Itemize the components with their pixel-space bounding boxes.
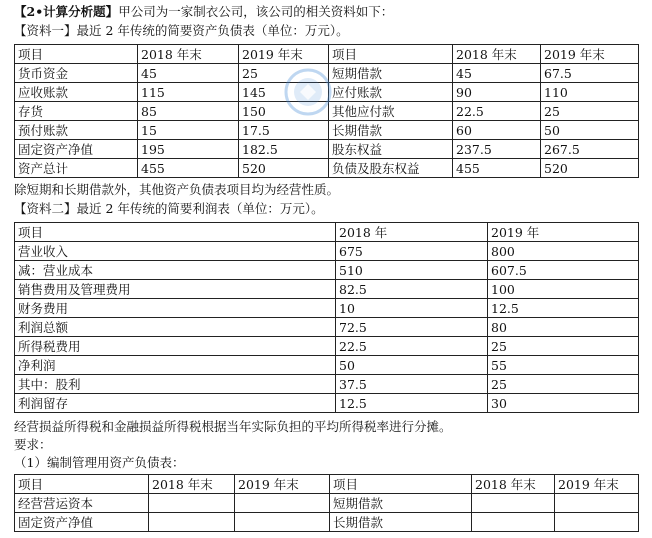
table-cell: 预付账款 (15, 121, 138, 140)
table-cell: 长期借款 (330, 513, 472, 532)
table-row (15, 318, 639, 337)
table-cell: 所得税费用 (15, 337, 336, 356)
column-header: 项目 (15, 475, 149, 494)
problem-intro: 甲公司为一家制衣公司，该公司的相关资料如下： (118, 4, 394, 19)
table-cell: 12.5 (336, 394, 488, 413)
table-cell: 利润留存 (15, 394, 336, 413)
table-cell: 150 (239, 102, 329, 121)
table-cell: 负债及股东权益 (329, 159, 453, 178)
table-row (15, 261, 639, 280)
problem-tag: 【2•计算分析题】 (14, 4, 119, 19)
table-cell: 减：营业成本 (15, 261, 336, 280)
table-cell: 12.5 (488, 299, 639, 318)
table-cell: 净利润 (15, 356, 336, 375)
table-cell: 45 (138, 64, 239, 83)
column-header: 项目 (15, 223, 336, 242)
table-cell (235, 494, 330, 513)
table-cell: 固定资产净值 (15, 513, 149, 532)
logo-watermark-icon (282, 66, 334, 118)
table-cell: 455 (138, 159, 239, 178)
column-header: 项目 (330, 475, 472, 494)
income-statement-table (14, 222, 639, 413)
table-cell: 455 (453, 159, 541, 178)
table-cell: 25 (239, 64, 329, 83)
table-cell: 利润总额 (15, 318, 336, 337)
table-row (15, 299, 639, 318)
management-balance-sheet-table (14, 474, 639, 532)
table-row (15, 513, 639, 532)
table-cell: 237.5 (453, 140, 541, 159)
table-cell: 25 (488, 337, 639, 356)
table-cell: 85 (138, 102, 239, 121)
table-cell: 72.5 (336, 318, 488, 337)
table-cell: 45 (453, 64, 541, 83)
column-header: 2018 年末 (453, 45, 541, 64)
table-cell: 60 (453, 121, 541, 140)
table-cell: 应付账款 (329, 83, 453, 102)
table-cell (149, 513, 235, 532)
material2-note: 经营损益所得税和金融损益所得税根据当年实际负担的平均所得税率进行分摊。 (14, 419, 452, 434)
table-cell: 销售费用及管理费用 (15, 280, 336, 299)
material1-title: 【资料一】最近 2 年传统的简要资产负债表（单位：万元）。 (14, 23, 349, 38)
table-cell: 115 (138, 83, 239, 102)
column-header: 项目 (15, 45, 138, 64)
column-header: 2019 年末 (239, 45, 329, 64)
table-cell: 资产总计 (15, 159, 138, 178)
table-row (15, 394, 639, 413)
problem-header (14, 3, 393, 21)
table-cell: 82.5 (336, 280, 488, 299)
table-cell: 营业收入 (15, 242, 336, 261)
table-cell: 37.5 (336, 375, 488, 394)
table-cell: 10 (336, 299, 488, 318)
column-header: 项目 (329, 45, 453, 64)
table-cell: 67.5 (541, 64, 639, 83)
table-row (15, 242, 639, 261)
table-row (15, 140, 639, 159)
table-cell: 520 (541, 159, 639, 178)
table-cell: 股东权益 (329, 140, 453, 159)
table-cell: 110 (541, 83, 639, 102)
material2-title: 【资料二】最近 2 年传统的简要利润表（单位：万元）。 (14, 201, 324, 216)
table-cell: 长期借款 (329, 121, 453, 140)
table-cell: 25 (541, 102, 639, 121)
table-row (15, 356, 639, 375)
table-row (15, 337, 639, 356)
table-cell: 30 (488, 394, 639, 413)
column-header: 2018 年末 (138, 45, 239, 64)
table-header-row (15, 223, 639, 242)
requirements-label: 要求： (14, 437, 52, 452)
table-cell: 100 (488, 280, 639, 299)
table-cell: 短期借款 (329, 64, 453, 83)
table-cell (149, 494, 235, 513)
column-header: 2019 年 (488, 223, 639, 242)
table-cell: 145 (239, 83, 329, 102)
table-cell: 195 (138, 140, 239, 159)
table-cell: 存货 (15, 102, 138, 121)
table-cell (555, 513, 639, 532)
table-cell: 50 (336, 356, 488, 375)
table-cell: 财务费用 (15, 299, 336, 318)
table-cell (235, 513, 330, 532)
table-cell: 15 (138, 121, 239, 140)
column-header: 2019 年末 (555, 475, 639, 494)
table-row (15, 375, 639, 394)
table-cell: 607.5 (488, 261, 639, 280)
requirement-item-1: （1）编制管理用资产负债表： (14, 455, 185, 470)
table-cell (555, 494, 639, 513)
table-cell: 55 (488, 356, 639, 375)
table-cell (472, 513, 555, 532)
table-cell: 182.5 (239, 140, 329, 159)
table-header-row (15, 45, 639, 64)
column-header: 2018 年末 (149, 475, 235, 494)
table-cell: 90 (453, 83, 541, 102)
table-row (15, 121, 639, 140)
table-cell: 经营营运资本 (15, 494, 149, 513)
table-cell: 22.5 (336, 337, 488, 356)
table-header-row (15, 475, 639, 494)
table-cell: 其中：股利 (15, 375, 336, 394)
table-cell: 17.5 (239, 121, 329, 140)
table-cell: 货币资金 (15, 64, 138, 83)
table-cell: 80 (488, 318, 639, 337)
table-cell: 800 (488, 242, 639, 261)
table-cell: 675 (336, 242, 488, 261)
table-cell: 22.5 (453, 102, 541, 121)
table-cell: 50 (541, 121, 639, 140)
column-header: 2019 年末 (235, 475, 330, 494)
table-cell: 267.5 (541, 140, 639, 159)
table-cell: 520 (239, 159, 329, 178)
table-cell (472, 494, 555, 513)
column-header: 2018 年 (336, 223, 488, 242)
table-row (15, 280, 639, 299)
table-cell: 应收账款 (15, 83, 138, 102)
table-row (15, 494, 639, 513)
table-cell: 其他应付款 (329, 102, 453, 121)
table-row (15, 159, 639, 178)
table-cell: 25 (488, 375, 639, 394)
column-header: 2018 年末 (472, 475, 555, 494)
column-header: 2019 年末 (541, 45, 639, 64)
table-cell: 固定资产净值 (15, 140, 138, 159)
table-cell: 510 (336, 261, 488, 280)
material1-note: 除短期和长期借款外，其他资产负债表项目均为经营性质。 (14, 182, 340, 197)
table-cell: 短期借款 (330, 494, 472, 513)
